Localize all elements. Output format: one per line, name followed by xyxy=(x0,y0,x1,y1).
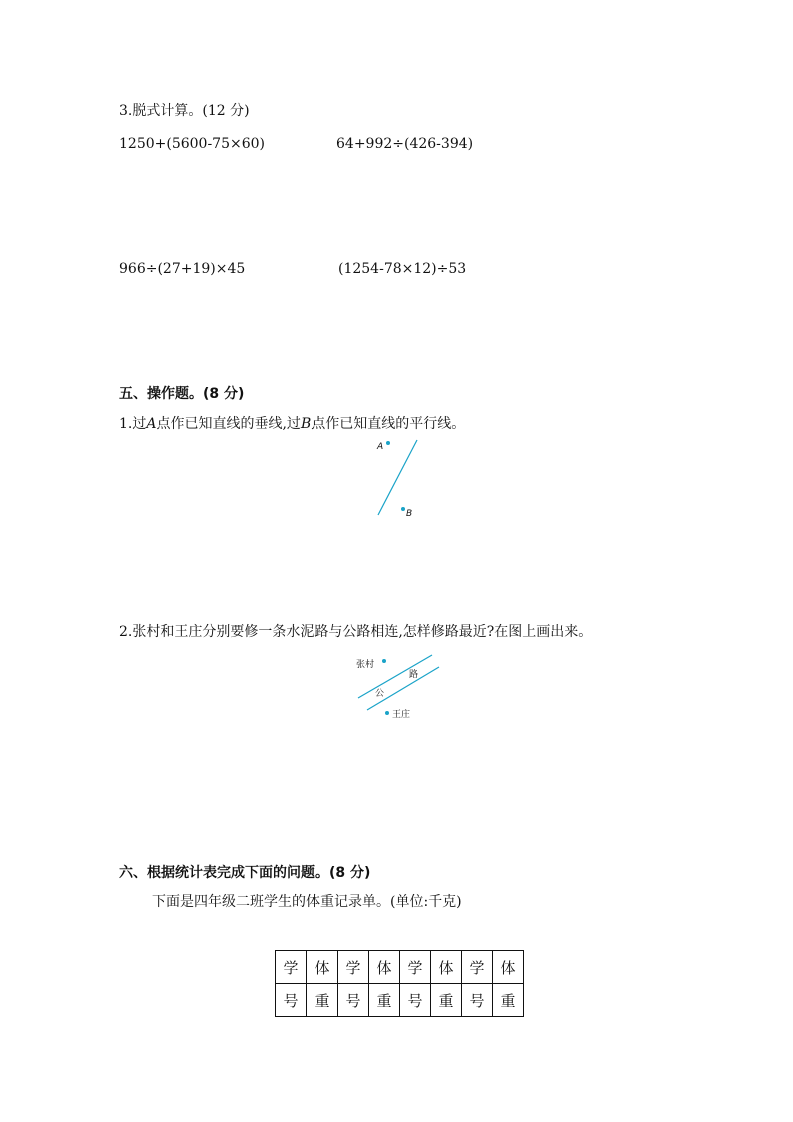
table-row xyxy=(276,951,524,984)
table-cell: 号 xyxy=(462,984,493,1017)
question-1-part-1: 1.过 xyxy=(119,416,147,432)
table-cell: 号 xyxy=(400,984,431,1017)
zhangcun-point xyxy=(382,659,386,663)
expression-3: 966÷(27+19)×45 xyxy=(119,261,246,277)
zhangcun-label: 张村 xyxy=(356,660,375,670)
point-a-label: A xyxy=(377,442,384,452)
expression-2: 64+992÷(426-394) xyxy=(336,136,474,152)
section6-title: 六、根据统计表完成下面的问题。(8 分) xyxy=(119,865,371,881)
table-cell: 体 xyxy=(493,951,524,984)
table-row xyxy=(276,984,524,1017)
question-2: 2.张村和王庄分别要修一条水泥路与公路相连,怎样修路最近?在图上画出来。 xyxy=(119,624,593,640)
table-cell: 学 xyxy=(462,951,493,984)
section3-title: 3.脱式计算。(12 分) xyxy=(119,103,250,119)
figure-2-road-villages xyxy=(350,650,445,725)
point-b-label: B xyxy=(406,509,413,519)
table-cell: 学 xyxy=(276,951,307,984)
table-cell: 号 xyxy=(276,984,307,1017)
given-line xyxy=(378,440,417,515)
point-a xyxy=(386,441,390,445)
table-cell: 体 xyxy=(369,951,400,984)
table-cell: 重 xyxy=(493,984,524,1017)
expression-4: (1254-78×12)÷53 xyxy=(338,261,467,277)
expression-1: 1250+(5600-75×60) xyxy=(119,136,266,152)
table-cell: 体 xyxy=(307,951,338,984)
road-label-gong: 公 xyxy=(375,689,385,699)
table-cell: 重 xyxy=(369,984,400,1017)
wangzhuang-point xyxy=(385,711,389,715)
table-cell: 学 xyxy=(338,951,369,984)
question-1-part-2: 点作已知直线的垂线,过 xyxy=(156,416,301,432)
road-label-lu: 路 xyxy=(409,670,419,680)
point-a-ref: A xyxy=(146,416,157,432)
point-b-ref: B xyxy=(300,416,312,432)
wangzhuang-label: 王庄 xyxy=(392,710,411,720)
table-cell: 重 xyxy=(431,984,462,1017)
question-1-part-3: 点作已知直线的平行线。 xyxy=(311,416,466,432)
table-cell: 学 xyxy=(400,951,431,984)
weight-record-table xyxy=(275,950,524,1017)
table-intro: 下面是四年级二班学生的体重记录单。(单位:千克) xyxy=(152,894,462,910)
table-cell: 体 xyxy=(431,951,462,984)
section5-title: 五、操作题。(8 分) xyxy=(119,386,245,402)
point-b xyxy=(401,507,405,511)
table-cell: 号 xyxy=(338,984,369,1017)
question-1 xyxy=(119,415,465,433)
figure-1-line-with-points xyxy=(370,434,430,524)
table-cell: 重 xyxy=(307,984,338,1017)
